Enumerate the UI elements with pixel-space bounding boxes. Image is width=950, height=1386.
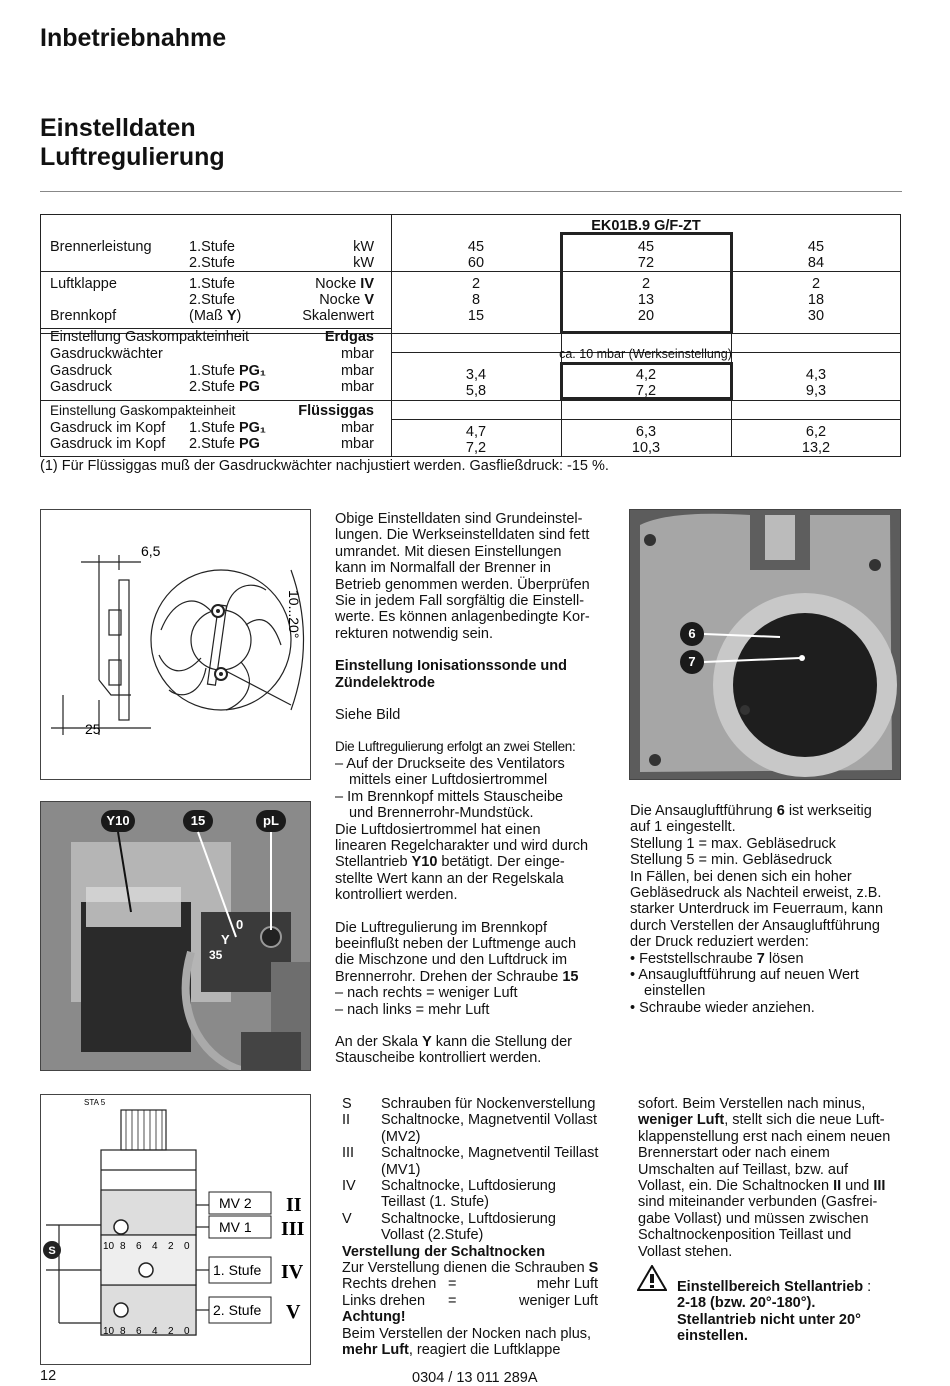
model-header: EK01B.9 G/F-ZT [591,218,701,234]
value: 2 [471,276,481,292]
scale-tick: 4 [152,1241,158,1252]
badge-6: 6 [680,622,704,646]
text-line: stellte Wert kann an der Regelskala [335,870,564,887]
row-sub: 1.Stufe [189,276,235,292]
text-line: Rechts drehen = mehr Luft [342,1276,598,1293]
row-sub: 2.Stufe [189,292,235,308]
text-line: Siehe Bild [335,707,401,724]
text-line: Die Luftregulierung im Brennkopf [335,919,547,936]
text-line: Obige Einstelldaten sind Grundeinstel- [335,511,583,527]
value: 15 [467,308,485,324]
dim-top: 6,5 [141,543,161,559]
text-line: starker Unterdruck im Feuerraum, kann [630,901,884,918]
roman-iii: III [281,1218,305,1240]
warning-icon [637,1265,667,1291]
scale-tick: 6 [136,1326,142,1337]
page-number: 12 [40,1368,57,1384]
text-line: mittels einer Luftdosiertrommel [349,772,548,789]
text-line: Die Ansaugluftführung 6 ist werkseitig [630,803,872,819]
text-line: einstellen. [677,1328,748,1345]
text-line: • Schraube wieder anziehen. [630,999,815,1016]
scale-tick: 0 [184,1326,190,1337]
badge-7: 7 [680,650,704,674]
subheading: Einstellung Ionisationssonde und [335,658,568,675]
text-line: Brennerstart oder nach einem [638,1145,830,1162]
text-line: Schaltnockenposition Teillast und [638,1227,852,1244]
text-line: Stellung 5 = min. Gebläsedruck [630,852,832,869]
text-line: Vollast, ein. Die Schaltnocken II und III [638,1178,886,1195]
s-label: S [48,1245,56,1257]
row-label: Gasdruck im Kopf [50,420,166,436]
scale-0: 0 [236,917,244,932]
text-line: sofort. Beim Verstellen nach minus, [638,1096,866,1112]
electrode-drawing [40,509,311,780]
gas-type: Flüssiggas [298,403,374,419]
document-number: 0304 / 13 011 289A [412,1370,538,1386]
text-line: Sie in jedem Fall sorgfältig die Einstell- [335,593,585,610]
text-line: Stellantrieb nicht unter 20° [677,1311,861,1328]
row-sub: (Maß Y) [189,308,242,324]
stufe2-label: 2. Stufe [213,1302,262,1318]
value: 6,2 [805,424,827,440]
intake-photo [629,509,901,780]
text-line: sind miteinander verbunden (Gasfrei- [638,1194,878,1211]
unit: mbar [340,346,374,362]
settings-table [40,214,901,457]
scale-tick: 0 [184,1241,190,1252]
section-title-line1: Einstelldaten [40,114,196,142]
roman-iv: IV [281,1261,304,1283]
scale-tick: 2 [168,1241,174,1252]
factory-setting: ca. 10 mbar (Werkseinstellung) [559,347,732,361]
roman-v: V [286,1301,301,1323]
badge-pl: pL [256,810,286,832]
value: 45 [637,239,655,255]
text-line: durch Verstellen der Ansaugluftführung [630,917,880,934]
text-line: und Brennerrohr-Mundstück. [349,805,534,822]
text-line: Einstellbereich Stellantrieb : [677,1279,872,1295]
section-title-line2: Luftregulierung [40,143,225,171]
text-line: Stellantrieb Y10 betätigt. Der einge- [335,854,565,871]
unit: kW [353,239,374,255]
sta-label: STA 5 [84,1098,106,1107]
value: 8 [471,292,481,308]
text-line: • Feststellschraube 7 lösen [630,950,804,967]
scale-tick: 8 [120,1326,126,1337]
value: 45 [467,239,485,255]
row-sub: 1.Stufe [189,239,235,255]
section-title [40,114,225,172]
text-line: Stellung 1 = max. Gebläsedruck [630,835,836,852]
dim-bottom: 25 [85,721,101,737]
row-label: Gasdruck im Kopf [50,436,166,452]
value: 4,3 [805,367,827,383]
text-line: An der Skala Y kann die Stellung der [335,1033,572,1050]
row-label: Einstellung Gaskompakteinheit [50,329,250,345]
scale-tick: 10 [103,1326,115,1337]
mv1-label: MV 1 [219,1219,252,1235]
text-line: umrandet. Mit diesen Einstellungen [335,543,562,560]
row-label: Brennkopf [50,308,117,324]
middle-column [335,511,620,1067]
text-line: auf 1 eingestellt. [630,819,736,836]
text-line: Betrieb genommen werden. Überprüfen [335,576,590,593]
unit: kW [353,255,374,271]
page-header: Inbetriebnahme [40,24,227,52]
value: 3,4 [465,367,487,383]
value: 30 [807,308,825,324]
row-label: Gasdruck [50,363,113,379]
text-line: linearen Regelcharakter und wird durch [335,837,589,854]
legend-row: V Schaltnocke, Luftdosierung Vollast (2.Stufe) [342,1210,556,1244]
subheading: Zündelektrode [335,674,435,691]
third-column [638,1096,913,1260]
value: 20 [637,308,655,324]
unit: Nocke IV [315,276,374,292]
row-label: Brennerleistung [50,239,152,255]
row-sub: 2.Stufe PG [189,436,260,452]
legend-row: S Schrauben für Nockenverstellung [342,1096,596,1112]
text-line: Brennerrohr. Drehen der Schraube 15 [335,968,579,985]
legend-row: II Schaltnocke, Magnetventil Vollast (MV2) [342,1112,598,1145]
unit: mbar [340,436,374,452]
value: 60 [467,255,485,271]
actuator-photo [40,801,311,1071]
value: 45 [807,239,825,255]
value: 13 [637,292,655,308]
table-footnote: (1) Für Flüssiggas muß der Gasdruckwächter nachjustiert werden. Gasfließdruck: -15 %. [40,458,609,474]
subheading: Achtung! [342,1309,406,1326]
value: 2 [641,276,651,292]
legend-row: IV Schaltnocke, Luftdosierung Teillast (1. Stufe) [342,1178,556,1211]
text-line: Gebläsedruck als Nachteil erweist, z.B. [630,885,882,902]
unit: Nocke V [319,292,374,308]
text-line: einstellen [644,983,706,1000]
row-label: Luftklappe [50,276,117,292]
scale-tick: 2 [168,1326,174,1337]
scale-tick: 10 [103,1241,115,1252]
unit: mbar [340,420,374,436]
text-line: • Ansaugluftführung auf neuen Wert [630,967,859,984]
text-line: – nach rechts = weniger Luft [335,985,518,1002]
unit: mbar [340,363,374,379]
value: 7,2 [465,440,487,456]
text-line: rekturen notwendig sein. [335,625,493,642]
row-label: Gasdruckwächter [50,346,163,362]
text-line: Zur Verstellung dienen die Schrauben S [342,1260,599,1277]
text-line: Die Luftregulierung erfolgt an zwei Stellen: [335,739,576,755]
mv2-label: MV 2 [219,1195,252,1211]
scale-tick: 4 [152,1326,158,1337]
text-line: gabe Vollast) und müssen zwischen [638,1210,869,1227]
row-sub: 1.Stufe PG₁ [189,363,266,379]
value: 5,8 [465,383,487,399]
divider [40,191,902,192]
text-line: – nach links = mehr Luft [335,1001,490,1018]
gas-type: Erdgas [324,329,374,345]
cam-legend [342,1096,622,1358]
value: 84 [807,255,825,271]
value: 7,2 [635,383,657,399]
text-line: beeinflußt neben der Luftmenge auch [335,935,577,952]
value: 4,2 [635,367,657,383]
value: 10,3 [631,440,661,456]
text-line: In Fällen, bei denen sich ein hoher [630,868,852,885]
text-line: werte. Es können anlagenbedingte Kor- [335,609,590,626]
stufe1-label: 1. Stufe [213,1262,262,1278]
text-line: Links drehen = weniger Luft [342,1292,598,1309]
badge-y10: Y10 [101,810,135,832]
badge-15: 15 [183,810,213,832]
unit: Skalenwert [302,308,374,324]
text-line: weniger Luft, stellt sich die neue Luft- [638,1112,885,1129]
subheading: Verstellung der Schaltnocken [342,1243,546,1260]
row-sub: 1.Stufe PG₁ [189,420,266,436]
text-line: – Auf der Druckseite des Ventilators [335,755,565,772]
text-line: lungen. Die Werkseinstelldaten sind fett [335,527,590,544]
cam-actuator-drawing [40,1094,311,1365]
text-line: kann im Normalfall der Brenner in [335,560,551,577]
value: 6,3 [635,424,657,440]
text-line: mehr Luft, reagiert die Luftklappe [342,1342,561,1359]
text-line: 2-18 (bzw. 20°-180°). [677,1295,816,1312]
value: 4,7 [465,424,487,440]
text-line: der Druck reduziert werden: [630,934,809,951]
text-line: kontrolliert werden. [335,887,458,904]
right-column [630,803,905,1016]
text-line: Stauscheibe kontrolliert werden. [335,1050,542,1067]
dim-angle: 10...20° [286,590,302,639]
value: 9,3 [805,383,827,399]
roman-ii: II [286,1194,302,1216]
scale-tick: 8 [120,1241,126,1252]
row-sub: 2.Stufe PG [189,379,260,395]
value: 2 [811,276,821,292]
value: 13,2 [801,440,831,456]
row-label: Einstellung Gaskompakteinheit [50,403,236,418]
scale-35: 35 [209,948,223,962]
row-label: Gasdruck [50,379,113,395]
value: 18 [807,292,825,308]
text-line: die Mischzone und den Luftdruck im [335,952,568,969]
legend-row: III Schaltnocke, Magnetventil Teillast (MV1) [342,1145,599,1178]
warning-text [677,1279,907,1345]
value: 72 [637,255,655,271]
text-line: – Im Brennkopf mittels Stauscheibe [335,788,564,805]
row-sub: 2.Stufe [189,255,235,271]
text-line: klappenstellung erst nach einem neuen [638,1128,891,1145]
scale-y: Y [221,932,230,947]
scale-tick: 6 [136,1241,142,1252]
unit: mbar [340,379,374,395]
text-line: Beim Verstellen der Nocken nach plus, [342,1325,592,1342]
text-line: Vollast stehen. [638,1243,733,1260]
text-line: Die Luftdosiertrommel hat einen [335,821,541,838]
text-line: Umschalten auf Teillast, bzw. auf [638,1161,849,1178]
